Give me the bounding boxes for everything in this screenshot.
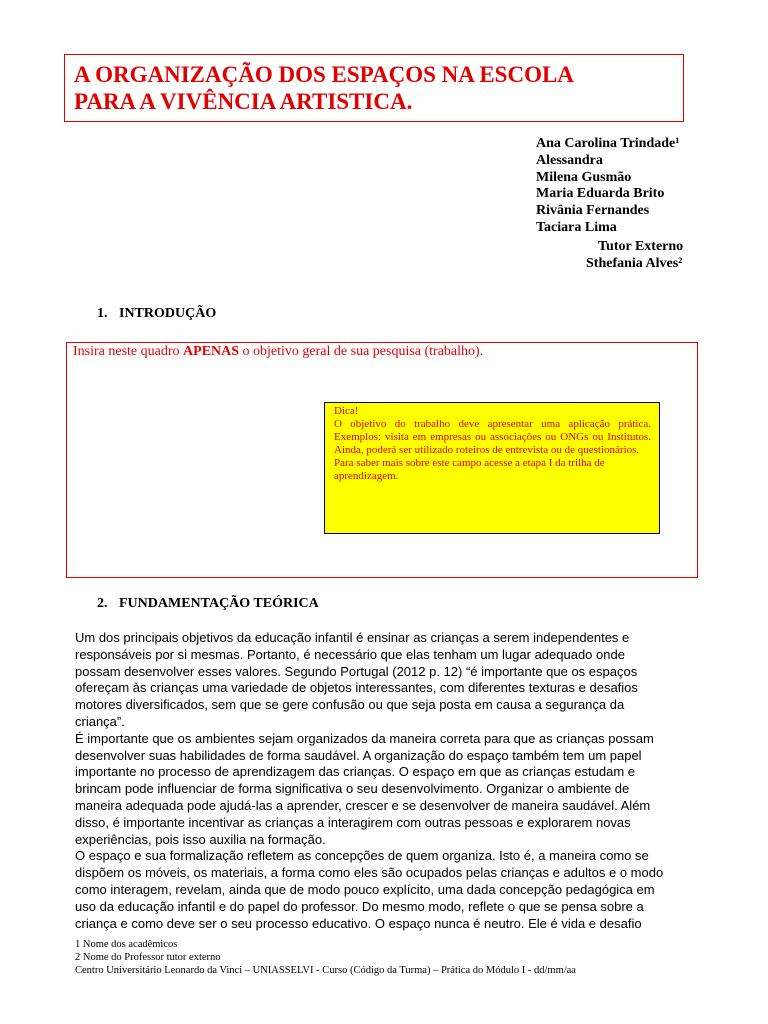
author-name: Alessandra [536, 152, 603, 168]
objective-instruction [73, 344, 483, 360]
title-box [64, 54, 684, 122]
tutor-name: Sthefania Alves² [586, 256, 683, 271]
author-name: Ana Carolina Trindade¹ [536, 136, 680, 151]
body-line: criança”. [75, 713, 125, 729]
body-text [75, 630, 695, 932]
body-line: ofereçam às crianças uma variedade de objetos interessantes, com diferentes texturas e desafios [75, 680, 638, 696]
instruction-text: Insira neste quadro [73, 344, 184, 359]
section-heading-introducao [97, 306, 216, 322]
author-name: Maria Eduarda Brito [536, 186, 665, 202]
body-line: desenvolver suas habilidades de forma saudável. A organização do espaço também tem um papel [75, 747, 642, 763]
tip-more: Para saber mais sobre este campo acesse a etapa I da trilha de aprendizagem. [334, 456, 605, 482]
document-title-line-2: PARA A VIVÊNCIA ARTISTICA. [74, 89, 413, 114]
body-line: dispõem os móveis, os materiais, a forma como eles são ocupados pelas crianças e adultos e o modo [75, 865, 664, 881]
body-line: disso, é importante incentivar as crianças a interagirem com outras pessoas e explorarem novas [75, 814, 631, 830]
body-line: experiências, pois isso auxilia na formação. [75, 831, 326, 847]
section-number: 1. [97, 306, 108, 321]
body-line: importante no processo de aprendizagem das crianças. O espaço em que as crianças estudam e [75, 764, 636, 780]
body-line: motores diversificados, sem que se gere confusão ou que seja posta em causa a segurança da [75, 697, 625, 713]
section-heading-fundamentacao [97, 596, 319, 612]
body-line: É importante que os ambientes sejam organizados da maneira correta para que as crianças possam [75, 730, 654, 746]
document-title-line-1: A ORGANIZAÇÃO DOS ESPAÇOS NA ESCOLA [74, 62, 574, 87]
author-name: Milena Gusmão [536, 169, 632, 185]
author-list [536, 136, 679, 237]
section-number: 2. [97, 596, 108, 611]
body-line: como interagem, revelam, ainda que de modo pouco explícito, uma dada concepção pedagógica em [75, 881, 655, 897]
body-line: brincam pode influenciar de forma significativa o seu desenvolvimento. Organizar o ambiente de [75, 781, 630, 797]
body-line: possam desenvolver esses valores. Segundo Portugal (2012 p. 12) “é importante que os espaços [75, 663, 638, 679]
body-line: criança e como deve ser o seu processo educativo. O espaço nunca é neutro. Ele é vida e desafio [75, 915, 642, 931]
tip-title: Dica! [334, 405, 359, 417]
body-line: uso da educação infantil e do papel do professor. Do mesmo modo, reflete o que se pensa sobre a [75, 898, 644, 914]
footer-line: Centro Universitário Leonardo da Vinci – UNIASSELVI - Curso (Código da Turma) – Prática do Módulo I - dd/mm/aa [75, 965, 576, 976]
author-name: Rivânia Fernandes [536, 203, 650, 219]
body-line: O espaço e sua formalização refletem as concepções de quem organiza. Isto é, a maneira como se [75, 848, 649, 864]
instruction-emphasis: APENAS [183, 344, 240, 359]
instruction-text: o objetivo geral de sua pesquisa (trabalho). [239, 344, 484, 359]
tip-body: O objetivo do trabalho deve apresentar uma aplicação prática. Exemplos: visita em empresas ou associações ou ONGs ou Institutos. Ainda, poderá ser utilizado roteiros de entrevista ou de questionários. [334, 417, 651, 456]
body-line: maneira adequada pode ajudá-las a aprender, crescer e se desenvolver de maneira saudável. Além [75, 797, 651, 813]
body-line: responsáveis por si mesmas. Portanto, é necessário que elas tenham um lugar adequado onde [75, 646, 625, 662]
section-title: INTRODUÇÃO [119, 306, 217, 321]
footnotes [75, 938, 576, 977]
footnote: 1 Nome dos acadêmicos [75, 939, 178, 950]
tutor-label: Tutor Externo [598, 239, 684, 254]
section-title: FUNDAMENTAÇÃO TEÓRICA [119, 596, 319, 611]
author-name: Taciara Lima [536, 219, 617, 235]
footnote: 2 Nome do Professor tutor externo [75, 952, 221, 963]
body-line: Um dos principais objetivos da educação infantil é ensinar as crianças a serem independentes e [75, 630, 630, 645]
tip-box [324, 402, 660, 534]
